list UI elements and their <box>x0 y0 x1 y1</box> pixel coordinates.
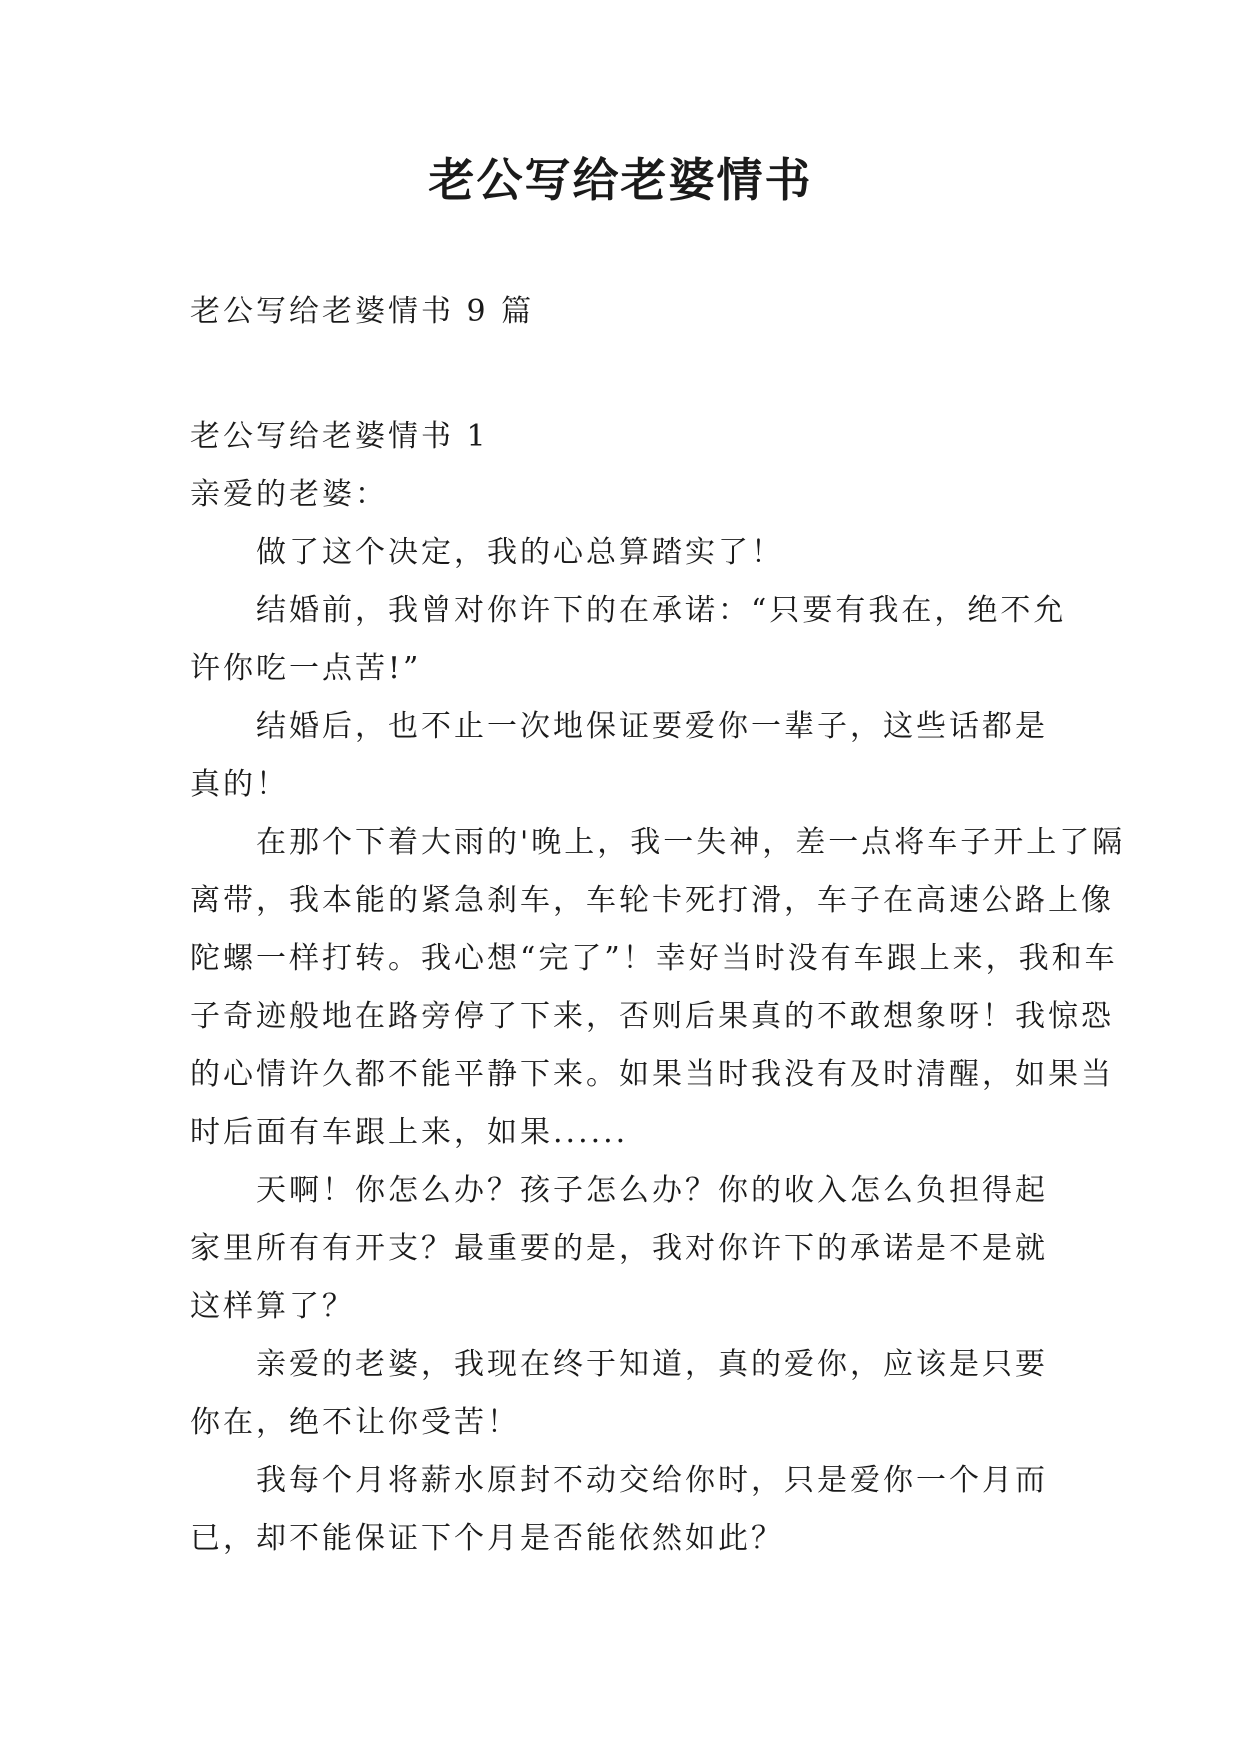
paragraph: 天啊！你怎么办？孩子怎么办？你的收入怎么负担得起家里所有有开支？最重要的是，我对你许下的承诺是不是就这样算了？ <box>190 1173 1048 1324</box>
paragraph: 结婚前，我曾对你许下的在承诺：“只要有我在，绝不允许你吃一点苦!” <box>190 593 1067 686</box>
paragraph: 在那个下着大雨的'晚上，我一失神，差一点将车子开上了隔离带，我本能的紧急刹车，车轮卡死打滑，车子在高速公路上像陀螺一样打转。我心想“完了”！幸好当时没有车跟上来，我和车子奇迹般地在路旁停了下来，否则后果真的不敢想象呀！我惊恐的心情许久都不能平静下来。如果当时我没有及时清醒，如果当时后面有车跟上来，如果...... <box>190 825 1126 1150</box>
document-subtitle: 老公写给老婆情书 9 篇 <box>190 294 535 329</box>
paragraph: 做了这个决定，我的心总算踏实了！ <box>256 535 784 570</box>
letter-body <box>190 408 1126 1568</box>
section-heading: 老公写给老婆情书 1 <box>190 419 489 454</box>
document-title: 老公写给老婆情书 <box>428 153 813 207</box>
paragraph: 亲爱的老婆，我现在终于知道，真的爱你，应该是只要你在，绝不让你受苦！ <box>190 1347 1048 1440</box>
paragraph: 我每个月将薪水原封不动交给你时，只是爱你一个月而已，却不能保证下个月是否能依然如此？ <box>190 1463 1048 1556</box>
paragraph: 结婚后，也不止一次地保证要爱你一辈子，这些话都是真的！ <box>190 709 1048 802</box>
salutation: 亲爱的老婆： <box>190 477 388 512</box>
